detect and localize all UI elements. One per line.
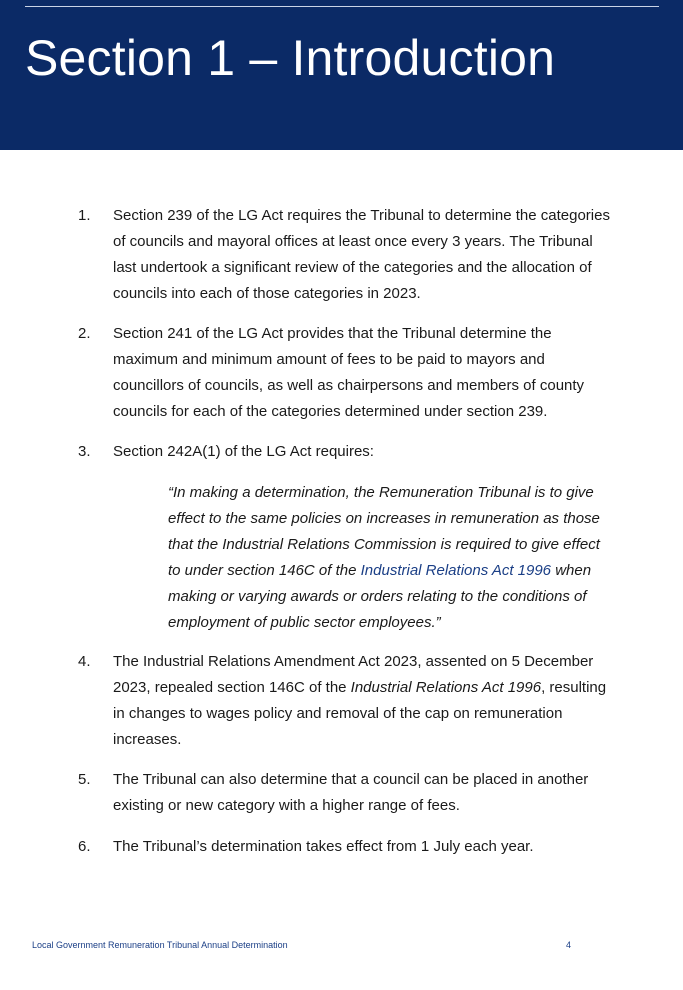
act-title-italic: Industrial Relations Act 1996 [350, 679, 542, 696]
list-item-number: 6. [78, 838, 91, 855]
page-number: 4 [566, 940, 572, 950]
list-item-text: The Tribunal can also determine that a council can be placed in another existing or new category with a higher range of fees. [113, 771, 589, 814]
header-rule [25, 6, 659, 7]
block-quote [168, 480, 608, 636]
list-item-text [113, 649, 613, 753]
quote-text: when making or varying awards or orders relating to the conditions of employment of public sector employees.” [168, 562, 592, 631]
list-item-text: Section 242A(1) of the LG Act requires: [113, 443, 374, 460]
quote-text: “In making a determination, the Remuneration Tribunal is to give effect to the same policies on increases in remuneration as those that the Industrial Relations Commission is required to give effect to under section 146C of the [168, 484, 600, 579]
list-item-text: The Tribunal’s determination takes effect from 1 July each year. [113, 838, 534, 855]
header-band [0, 0, 683, 150]
act-link[interactable]: Industrial Relations Act 1996 [360, 562, 552, 579]
list-item-text-part: , resulting in changes to wages policy and removal of the cap on remuneration increases. [113, 679, 607, 748]
list-item-number: 2. [78, 325, 91, 342]
list-item-number: 3. [78, 443, 91, 460]
list-item-number: 1. [78, 207, 91, 224]
list-item-text-part: The Industrial Relations Amendment Act 2023, assented on 5 December 2023, repealed section 146C of the [113, 653, 594, 696]
list-item-text: Section 239 of the LG Act requires the Tribunal to determine the categories of councils and mayoral offices at least once every 3 years. The Tribunal last undertook a significant review of the categories and the allocation of councils into each of those categories in 2023. [113, 207, 610, 302]
list-item-text: Section 241 of the LG Act provides that the Tribunal determine the maximum and minimum amount of fees to be paid to mayors and councillors of councils, as well as chairpersons and members of county councils for each of the categories determined under section 239. [113, 325, 585, 420]
page-title: Section 1 – Introduction [25, 30, 556, 86]
footer-title: Local Government Remuneration Tribunal Annual Determination [32, 940, 288, 950]
list-item-number: 5. [78, 771, 91, 788]
list-item-number: 4. [78, 653, 91, 670]
